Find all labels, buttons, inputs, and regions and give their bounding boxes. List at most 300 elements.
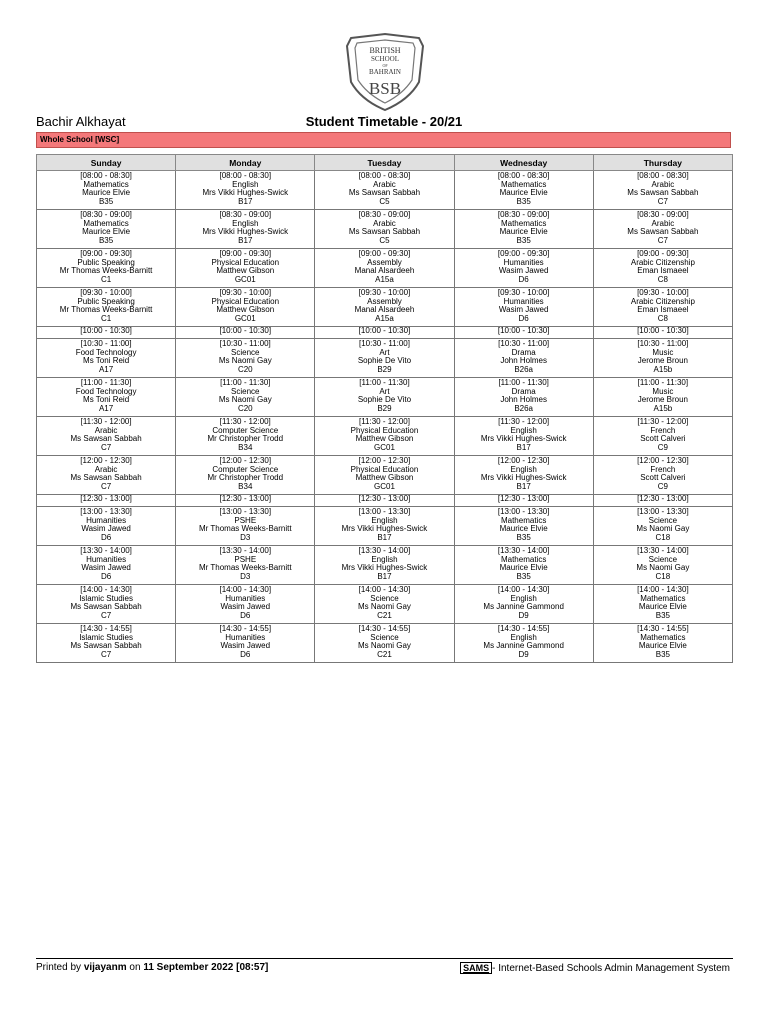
timetable-cell [454,417,593,456]
timetable-cell [315,288,454,327]
timetable-cell [176,546,315,585]
timetable-cell [593,546,732,585]
timetable-cell [176,456,315,495]
student-name: Bachir Alkhayat [36,114,126,129]
cell-subject: Assembly [367,257,402,267]
cell-time: [14:30 - 14:55] [637,624,689,633]
cell-room: B29 [377,364,392,374]
cell-teacher: Maurice Elvie [638,602,687,612]
timetable-cell [176,624,315,663]
cell-time: [10:00 - 10:30] [637,326,689,335]
cell-teacher: Scott Calveri [640,473,686,483]
cell-room: C1 [100,274,112,284]
cell-teacher: Wasim Jawed [498,266,549,276]
timetable-cell [315,546,454,585]
timetable-cell [593,585,732,624]
cell-subject: Mathematics [500,554,547,564]
cell-room: D6 [240,610,251,620]
cell-teacher: Mr Christopher Trodd [207,434,284,444]
timetable-cell [37,327,176,339]
day-header: Wednesday [454,155,593,171]
cell-teacher: Matthew Gibson [355,434,414,444]
cell-time: [08:00 - 08:30] [637,171,689,180]
cell-teacher: Mr Thomas Weeks-Barnitt [198,563,292,573]
timetable-cell [37,624,176,663]
cell-room: D6 [100,571,112,581]
cell-time: [09:30 - 10:00] [637,288,689,297]
period-row [37,624,733,663]
cell-teacher: Ms Jannine Gammond [483,602,564,612]
cell-subject: Humanities [503,257,544,267]
cell-teacher: Mrs Vikki Hughes-Swick [480,434,567,444]
cell-room: D6 [518,274,529,284]
period-row [37,456,733,495]
cell-subject: Mathematics [500,179,547,189]
cell-time: [09:30 - 10:00] [80,288,132,297]
cell-room: C18 [655,532,671,542]
timetable-cell [37,249,176,288]
timetable-cell [454,456,593,495]
cell-subject: Computer Science [212,425,279,435]
cell-room: B35 [655,649,670,659]
cell-room: D3 [240,571,251,581]
cell-teacher: Scott Calveri [640,434,686,444]
timetable-cell [454,288,593,327]
timetable-cell [315,249,454,288]
cell-subject: Physical Education [350,425,419,435]
cell-room: C7 [657,196,668,206]
cell-room: GC01 [234,313,256,323]
day-header: Monday [176,155,315,171]
cell-subject: Art [379,386,390,396]
timetable-cell [176,339,315,378]
cell-teacher: Manal Alsardeeh [354,305,415,315]
period-row [37,339,733,378]
cell-teacher: Maurice Elvie [638,641,687,651]
cell-time: [08:30 - 09:00] [80,210,132,219]
cell-teacher: Mrs Vikki Hughes-Swick [202,188,289,198]
timetable-cell [176,417,315,456]
cell-teacher: John Holmes [500,395,547,405]
cell-room: D3 [240,532,251,542]
timetable-cell [593,624,732,663]
system-credit [460,962,730,974]
period-row [37,378,733,417]
cell-teacher: Ms Toni Reid [83,356,130,366]
timetable-cell [37,507,176,546]
cell-room: B17 [238,196,253,206]
cell-time: [09:30 - 10:00] [219,288,272,297]
timetable-cell [315,624,454,663]
cell-room: B35 [98,196,114,206]
cell-time: [11:30 - 12:00] [358,417,410,426]
cell-subject: Arabic [373,179,396,189]
cell-subject: Physical Education [211,296,280,306]
cell-time: [13:00 - 13:30] [358,507,411,516]
period-row [37,249,733,288]
cell-teacher: Wasim Jawed [81,563,131,573]
cell-subject: Physical Education [350,464,419,474]
cell-time: [08:00 - 08:30] [358,171,411,180]
cell-time: [10:00 - 10:30] [358,326,411,335]
cell-teacher: Ms Toni Reid [83,395,130,405]
timetable-cell [176,210,315,249]
cell-time: [08:00 - 08:30] [80,171,132,180]
cell-time: [14:00 - 14:30] [80,585,132,594]
cell-teacher: John Holmes [500,356,547,366]
cell-subject: Mathematics [83,179,129,189]
timetable-cell [593,378,732,417]
cell-time: [08:30 - 09:00] [358,210,411,219]
cell-time: [11:30 - 12:00] [80,417,132,426]
printed-on-word: on [129,962,141,973]
printed-date: 11 September 2022 [08:57] [143,962,269,973]
cell-time: [09:00 - 09:30] [497,249,550,258]
timetable-cell [454,327,593,339]
cell-time: [14:30 - 14:55] [219,624,272,633]
cell-teacher: Mr Thomas Weeks-Barnitt [198,524,292,534]
timetable-cell [176,495,315,507]
cell-teacher: Ms Sawsan Sabbah [348,188,421,198]
cell-time: [14:00 - 14:30] [497,585,550,594]
cell-teacher: Mrs Vikki Hughes-Swick [341,524,428,534]
cell-time: [14:00 - 14:30] [219,585,272,594]
cell-subject: Public Speaking [77,296,135,306]
cell-room: C18 [655,571,671,581]
cell-time: [13:00 - 13:30] [497,507,550,516]
cell-room: D9 [518,649,529,659]
footer-divider [36,958,733,959]
cell-room: D6 [518,313,529,323]
cell-time: [08:00 - 08:30] [497,171,550,180]
sams-badge: SAMS [460,962,492,974]
cell-subject: English [510,425,537,435]
printed-by-user: vijayanm [83,962,127,973]
cell-teacher: Jerome Broun [637,395,688,405]
cell-subject: Music [652,386,674,396]
cell-subject: Drama [511,386,536,396]
timetable-cell [37,495,176,507]
cell-subject: Mathematics [500,515,547,525]
cell-teacher: Wasim Jawed [81,524,131,534]
timetable-cell [315,585,454,624]
cell-subject: Science [231,386,260,396]
cell-time: [12:00 - 12:30] [637,456,689,465]
cell-subject: Arabic [373,218,396,228]
cell-room: C5 [379,196,390,206]
cell-time: [13:30 - 14:00] [358,546,411,555]
cell-subject: Physical Education [211,257,280,267]
system-name: - Internet-Based Schools Admin Management System [492,963,730,974]
cell-room: GC01 [234,274,256,284]
cell-room: C7 [100,481,112,491]
cell-subject: Mathematics [640,632,686,642]
cell-room: B35 [655,610,670,620]
cell-room: C7 [657,235,668,245]
cell-teacher: Ms Sawsan Sabbah [627,188,699,198]
timetable-cell [37,378,176,417]
cell-teacher: Matthew Gibson [355,473,414,483]
cell-subject: Islamic Studies [79,632,133,642]
cell-subject: Food Technology [75,347,137,357]
cell-subject: French [650,425,676,435]
cell-time: [10:00 - 10:30] [219,326,272,335]
cell-room: GC01 [374,481,395,491]
cell-room: B35 [516,196,531,206]
cell-teacher: Ms Sawsan Sabbah [627,227,699,237]
page-title: Student Timetable - 20/21 [305,114,463,129]
crest-line-1: BRITISH [369,46,401,55]
period-row [37,288,733,327]
timetable-cell [593,495,732,507]
cell-time: [08:30 - 09:00] [497,210,550,219]
cell-time: [12:30 - 13:00] [219,494,272,503]
timetable-cell [176,288,315,327]
cell-subject: Arabic [651,179,675,189]
cell-subject: Public Speaking [77,257,135,267]
cell-room: C20 [237,364,253,374]
cell-teacher: Matthew Gibson [216,305,275,315]
timetable-cell [593,171,732,210]
timetable-cell [37,339,176,378]
cell-time: [13:30 - 14:00] [637,546,689,555]
cell-time: [10:00 - 10:30] [497,326,550,335]
cell-subject: Mathematics [83,218,129,228]
timetable-cell [454,378,593,417]
timetable-cell [593,249,732,288]
cell-room: D6 [240,649,251,659]
timetable-cell [37,456,176,495]
cell-room: A15a [375,274,394,284]
cell-room: B29 [377,403,392,413]
timetable-cell [37,171,176,210]
cell-room: A17 [98,364,114,374]
printed-by [36,962,268,973]
cell-time: [11:00 - 11:30] [498,378,549,387]
cell-subject: Science [648,515,678,525]
cell-room: B34 [238,481,253,491]
cell-time: [12:30 - 13:00] [497,494,550,503]
timetable-cell [315,339,454,378]
cell-time: [12:00 - 12:30] [358,456,411,465]
cell-time: [10:30 - 11:00] [358,339,410,348]
cell-time: [13:00 - 13:30] [637,507,689,516]
cell-subject: Arabic [651,218,675,228]
timetable-cell [315,417,454,456]
cell-subject: Arabic [94,425,118,435]
timetable-cell [593,327,732,339]
timetable-cell [37,546,176,585]
cell-time: [12:30 - 13:00] [637,494,689,503]
cell-teacher: Mr Christopher Trodd [207,473,284,483]
timetable-cell [37,585,176,624]
cell-time: [09:30 - 10:00] [497,288,550,297]
cell-subject: Science [370,632,399,642]
period-row [37,417,733,456]
day-header: Tuesday [315,155,454,171]
timetable-cell [176,507,315,546]
timetable-cell [176,327,315,339]
cell-teacher: Ms Naomi Gay [636,563,690,573]
cell-time: [13:30 - 14:00] [219,546,272,555]
cell-subject: Mathematics [500,218,547,228]
cell-room: B35 [98,235,114,245]
cell-teacher: Maurice Elvie [499,188,548,198]
timetable-cell [454,249,593,288]
timetable-cell [454,507,593,546]
cell-time: [14:30 - 14:55] [80,624,132,633]
timetable-cell [454,339,593,378]
cell-subject: Islamic Studies [79,593,133,603]
cell-room: B35 [516,571,531,581]
cell-room: C1 [100,313,112,323]
cell-teacher: Maurice Elvie [499,563,548,573]
cell-teacher: Sophie De Vito [357,395,412,405]
cell-room: B26a [514,403,533,413]
cell-teacher: Maurice Elvie [499,524,548,534]
timetable-cell [315,495,454,507]
cell-subject: English [371,554,398,564]
timetable-cell [37,288,176,327]
cell-room: B17 [516,442,531,452]
cell-room: C7 [100,442,112,452]
cell-room: B17 [516,481,531,491]
cell-time: [14:30 - 14:55] [358,624,411,633]
cell-subject: Music [652,347,674,357]
cell-time: [14:30 - 14:55] [497,624,550,633]
period-row [37,171,733,210]
break-row [37,327,733,339]
cell-subject: English [510,464,537,474]
cell-teacher: Ms Sawsan Sabbah [70,434,142,444]
timetable-cell [454,585,593,624]
cell-teacher: Ms Sawsan Sabbah [348,227,421,237]
cell-room: C21 [377,649,392,659]
cell-teacher: Ms Sawsan Sabbah [70,641,142,651]
cell-time: [10:30 - 11:00] [80,339,132,348]
school-crest-logo [343,32,427,112]
cell-subject: Arabic Citizenship [630,257,695,267]
timetable-cell [593,507,732,546]
cell-time: [11:30 - 12:00] [498,417,550,426]
cell-teacher: Maurice Elvie [82,227,131,237]
group-bar: Whole School [WSC] [36,132,731,148]
cell-subject: French [650,464,676,474]
timetable-cell [593,210,732,249]
timetable [36,154,733,663]
cell-room: GC01 [374,442,395,452]
timetable-cell [454,495,593,507]
timetable-cell [593,288,732,327]
cell-subject: Science [370,593,399,603]
cell-room: A15b [653,403,673,413]
cell-room: B17 [377,532,392,542]
break-row [37,495,733,507]
cell-teacher: Eman Ismaeel [637,266,689,276]
cell-subject: PSHE [234,554,257,564]
cell-room: C9 [657,481,668,491]
cell-time: [13:00 - 13:30] [219,507,272,516]
cell-room: C7 [100,610,112,620]
cell-room: C5 [379,235,390,245]
cell-subject: Art [379,347,390,357]
cell-teacher: Maurice Elvie [82,188,131,198]
cell-teacher: Ms Naomi Gay [218,356,272,366]
cell-subject: English [232,179,259,189]
cell-subject: Science [648,554,678,564]
cell-room: B35 [516,532,531,542]
crest-line-3: OF [382,63,388,68]
cell-time: [09:00 - 09:30] [80,249,132,258]
timetable-cell [593,417,732,456]
timetable-cell [176,378,315,417]
cell-teacher: Wasim Jawed [220,602,271,612]
timetable-cell [176,171,315,210]
cell-teacher: Manal Alsardeeh [354,266,415,276]
timetable-cell [176,585,315,624]
cell-time: [11:30 - 12:00] [219,417,271,426]
cell-subject: English [371,515,398,525]
cell-time: [14:00 - 14:30] [358,585,411,594]
cell-room: A15b [653,364,673,374]
cell-teacher: Mrs Vikki Hughes-Swick [341,563,428,573]
timetable-cell [315,378,454,417]
cell-time: [11:00 - 11:30] [80,378,132,387]
cell-teacher: Ms Naomi Gay [218,395,272,405]
cell-subject: PSHE [234,515,257,525]
cell-subject: English [232,218,259,228]
cell-teacher: Mr Thomas Weeks-Barnitt [59,266,153,276]
cell-room: C9 [657,442,668,452]
cell-teacher: Ms Sawsan Sabbah [70,602,142,612]
cell-time: [09:00 - 09:30] [358,249,411,258]
cell-subject: Mathematics [640,593,686,603]
timetable-cell [37,417,176,456]
timetable-cell [315,507,454,546]
cell-time: [11:00 - 11:30] [637,378,689,387]
cell-teacher: Matthew Gibson [216,266,275,276]
timetable-cell [454,210,593,249]
cell-subject: Arabic [94,464,118,474]
timetable-cell [315,210,454,249]
cell-time: [13:30 - 14:00] [497,546,550,555]
cell-time: [09:00 - 09:30] [637,249,689,258]
cell-time: [08:30 - 09:00] [637,210,689,219]
cell-subject: Food Technology [75,386,137,396]
cell-time: [12:30 - 13:00] [80,494,132,503]
cell-room: C21 [377,610,392,620]
cell-time: [09:00 - 09:30] [219,249,272,258]
cell-time: [11:00 - 11:30] [359,378,410,387]
cell-room: A15a [375,313,394,323]
cell-room: B34 [238,442,253,452]
cell-teacher: Mrs Vikki Hughes-Swick [202,227,289,237]
cell-subject: Humanities [225,593,266,603]
cell-room: B17 [238,235,253,245]
timetable-cell [315,456,454,495]
cell-time: [12:00 - 12:30] [497,456,550,465]
cell-subject: English [510,632,537,642]
cell-time: [14:00 - 14:30] [637,585,689,594]
cell-subject: Humanities [225,632,266,642]
cell-time: [10:00 - 10:30] [80,326,132,335]
cell-teacher: Wasim Jawed [498,305,549,315]
timetable-cell [593,339,732,378]
cell-time: [12:00 - 12:30] [80,456,132,465]
cell-subject: Humanities [503,296,544,306]
cell-time: [11:30 - 12:00] [637,417,689,426]
cell-room: D6 [100,532,112,542]
